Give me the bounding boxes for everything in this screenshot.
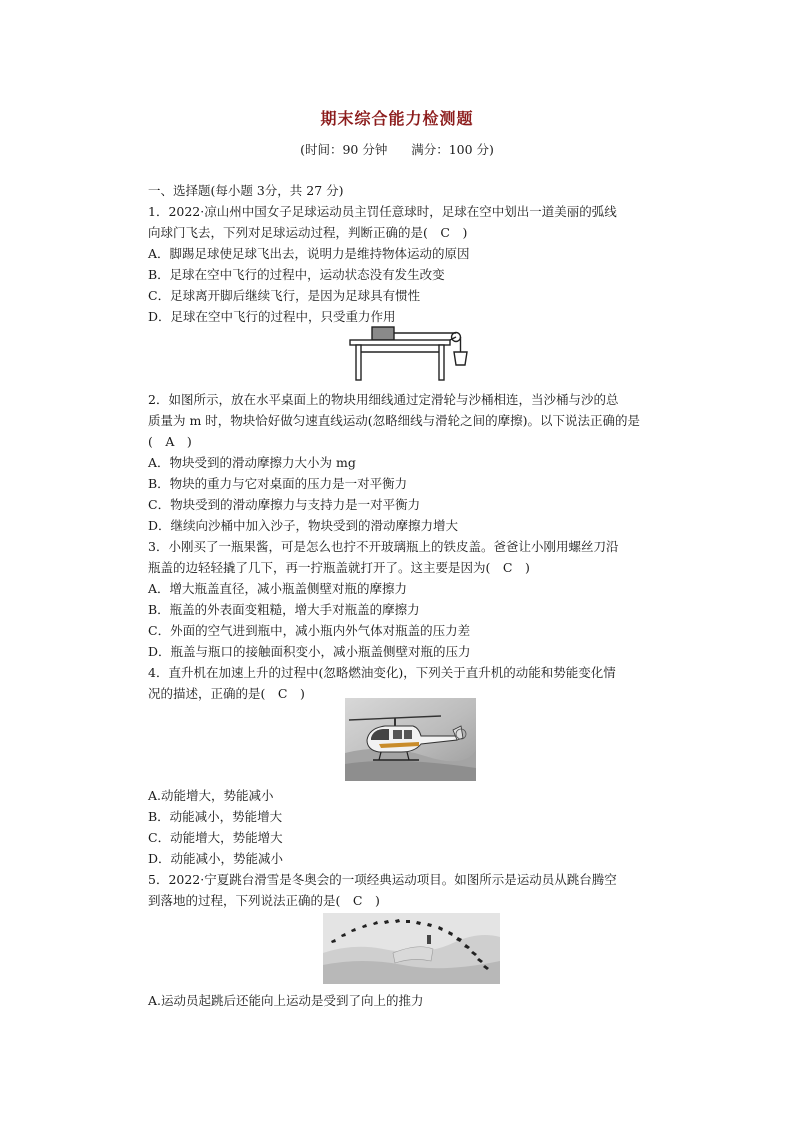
q1-option-d: D．足球在空中飞行的过程中，只受重力作用 bbox=[148, 309, 396, 324]
q2-option-a: A．物块受到的滑动摩擦力大小为 mg bbox=[148, 455, 356, 470]
q1-stem-line2: 向球门飞去，下列对足球运动过程，判断正确的是( C ) bbox=[148, 225, 468, 240]
q2-option-c: C．物块受到的滑动摩擦力与支持力是一对平衡力 bbox=[148, 497, 421, 512]
bucket-shape bbox=[454, 352, 467, 365]
q1-option-a: A．脚踢足球使足球飞出去，说明力是维持物体运动的原因 bbox=[148, 246, 470, 261]
block-shape bbox=[372, 327, 394, 340]
q4-stem-line2: 况的描述，正确的是( C ) bbox=[148, 686, 305, 701]
table-top bbox=[350, 340, 450, 345]
section-heading: 一、选择题(每小题 3分，共 27 分) bbox=[148, 183, 344, 198]
q4-option-d: D．动能减小，势能减小 bbox=[148, 851, 284, 866]
q4-option-c: C．动能增大，势能增大 bbox=[148, 830, 283, 845]
q4-option-a: A.动能增大，势能减小 bbox=[148, 788, 274, 803]
q5-stem-line2: 到落地的过程，下列说法正确的是( C ) bbox=[148, 893, 380, 908]
q2-option-d: D．继续向沙桶中加入沙子，物块受到的滑动摩擦力增大 bbox=[148, 518, 459, 533]
q3-option-a: A．增大瓶盖直径，减小瓶盖侧壁对瓶的摩擦力 bbox=[148, 581, 408, 596]
table-leg-left bbox=[356, 345, 361, 380]
table-leg-right bbox=[439, 345, 444, 380]
q4-option-b: B．动能减小，势能增大 bbox=[148, 809, 283, 824]
q1-option-c: C．足球离开脚后继续飞行，是因为足球具有惯性 bbox=[148, 288, 421, 303]
q2-stem-line3: ( A ) bbox=[148, 434, 192, 449]
q3-stem-line2: 瓶盖的边轻轻撬了几下，再一拧瓶盖就打开了。这主要是因为( C ) bbox=[148, 560, 530, 575]
q3-option-c: C．外面的空气进到瓶中，减小瓶内外气体对瓶盖的压力差 bbox=[148, 623, 471, 638]
helicopter-photo bbox=[345, 698, 476, 781]
q2-option-b: B．物块的重力与它对桌面的压力是一对平衡力 bbox=[148, 476, 408, 491]
q3-stem-line1: 3．小刚买了一瓶果酱，可是怎么也拧不开玻璃瓶上的铁皮盖。爸爸让小刚用螺丝刀沿 bbox=[148, 539, 619, 554]
ski-jump-photo bbox=[323, 913, 500, 984]
q2-stem-line1: 2．如图所示，放在水平桌面上的物块用细线通过定滑轮与沙桶相连，当沙桶与沙的总 bbox=[148, 392, 619, 407]
q3-option-d: D．瓶盖与瓶口的接触面积变小，减小瓶盖侧壁对瓶的压力 bbox=[148, 644, 471, 659]
q1-stem-line1: 1．2022·凉山州中国女子足球运动员主罚任意球时，足球在空中划出一道美丽的弧线 bbox=[148, 204, 617, 219]
q5-option-a: A.运动员起跳后还能向上运动是受到了向上的推力 bbox=[148, 993, 424, 1008]
q1-option-b: B．足球在空中飞行的过程中，运动状态没有发生改变 bbox=[148, 267, 445, 282]
q2-stem-line2: 质量为 m 时，物块恰好做匀速直线运动(忽略细线与滑轮之间的摩擦)。以下说法正确的是 bbox=[148, 413, 641, 428]
q5-stem-line1: 5．2022·宁夏跳台滑雪是冬奥会的一项经典运动项目。如图所示是运动员从跳台腾空 bbox=[148, 872, 617, 887]
exam-info: (时间：90 分钟 满分：100 分) bbox=[300, 142, 494, 157]
q3-option-b: B．瓶盖的外表面变粗糙，增大手对瓶盖的摩擦力 bbox=[148, 602, 420, 617]
page-title: 期末综合能力检测题 bbox=[320, 109, 474, 128]
table-pulley-figure bbox=[348, 322, 478, 382]
q4-stem-line1: 4．直升机在加速上升的过程中(忽略燃油变化)，下列关于直升机的动能和势能变化情 bbox=[148, 665, 616, 680]
skier-figure bbox=[427, 935, 431, 944]
